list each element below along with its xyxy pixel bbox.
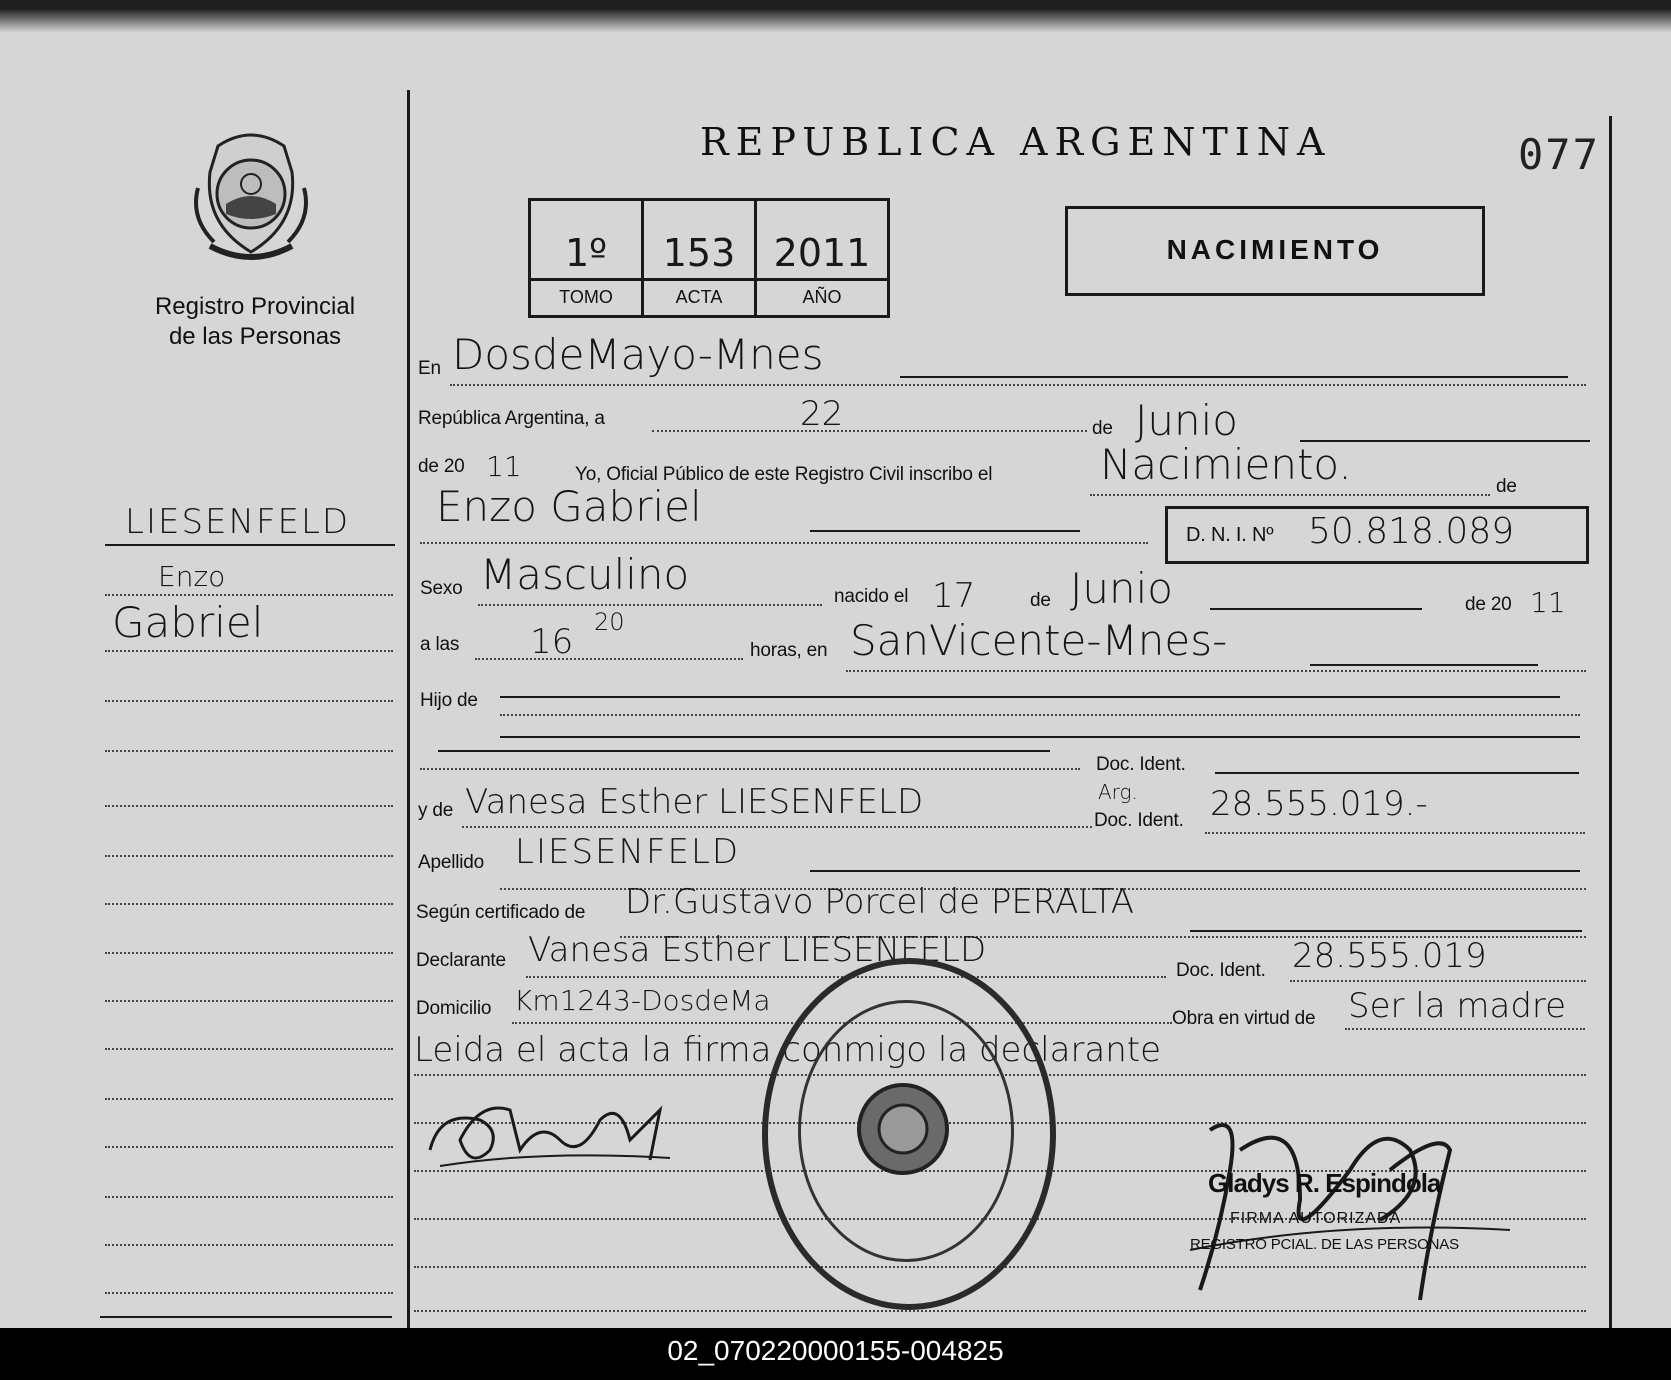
margin-bottom-rule — [100, 1316, 392, 1318]
margin-line — [105, 952, 393, 954]
margin-line — [105, 1292, 393, 1294]
anio-label: AÑO — [757, 278, 887, 315]
birth-day: 17 — [932, 576, 976, 616]
declarante-label: Declarante — [416, 950, 506, 971]
margin-line — [105, 1244, 393, 1246]
margin-line — [105, 805, 393, 807]
birth-year: 11 — [1530, 586, 1566, 619]
en-label: En — [418, 358, 441, 379]
margin-underline — [105, 544, 395, 546]
father-line — [438, 750, 1050, 752]
tomo-label: TOMO — [531, 278, 641, 315]
mother-doc-label: Doc. Ident. — [1094, 810, 1184, 831]
father-doc-line — [1215, 772, 1579, 774]
place-value: SanVicente-Mnes- — [850, 616, 1228, 665]
birth-de20-label: de 20 — [1465, 594, 1512, 615]
image-id-footer: 02_070220000155-004825 — [0, 1328, 1671, 1380]
margin-line — [105, 650, 393, 652]
tomo-value: 1º — [564, 231, 608, 275]
apellido-label: Apellido — [418, 852, 485, 873]
acto-dots — [1090, 494, 1490, 496]
country-title: REPUBLICA ARGENTINA — [700, 120, 1332, 164]
official-role: FIRMA AUTORIZADA — [1230, 1210, 1402, 1227]
margin-line — [105, 1098, 393, 1100]
obra-dots — [1345, 1028, 1585, 1030]
sexo-label: Sexo — [420, 578, 463, 599]
official-name: Gladys R. Espindola — [1208, 1168, 1441, 1198]
tomo-cell — [531, 201, 644, 315]
place-line — [1310, 664, 1538, 666]
acto-de-label: de — [1496, 476, 1517, 497]
registry-name-line1: Registro Provincial — [154, 293, 356, 320]
alas-label: a las — [420, 634, 460, 655]
margin-line — [105, 903, 393, 905]
margin-line — [105, 1048, 393, 1050]
margin-line — [105, 855, 393, 857]
hijo-label: Hijo de — [420, 690, 478, 711]
dni-label: D. N. I. Nº — [1186, 524, 1274, 546]
child-name: Enzo Gabriel — [436, 482, 702, 531]
margin-divider — [407, 90, 410, 1340]
right-border — [1609, 116, 1612, 1340]
acta-cell — [644, 201, 757, 315]
mother-arg: Arg. — [1098, 780, 1138, 804]
mother-dots — [462, 826, 1092, 828]
father-doc-label: Doc. Ident. — [1096, 754, 1186, 775]
stamp-emblem-icon — [848, 1074, 958, 1184]
page-edge-shadow — [0, 10, 1671, 32]
register-box — [528, 198, 890, 318]
sexo-dots — [478, 604, 822, 606]
domicilio-value: Km1243-DosdeMa — [514, 984, 771, 1017]
mother-doc: 28.555.019.- — [1210, 784, 1428, 824]
month-de-label: de — [1092, 418, 1113, 439]
official-office: REGISTRO PCIAL. DE LAS PERSONAS — [1190, 1236, 1459, 1253]
place-dots — [846, 670, 1586, 672]
certificado-line — [1190, 930, 1582, 932]
hijo-line — [500, 696, 1560, 698]
en-dots — [450, 384, 1586, 386]
margin-line — [105, 1196, 393, 1198]
anio-value: 2011 — [773, 231, 871, 275]
margin-line — [105, 700, 393, 702]
birth-month: Junio — [1070, 564, 1173, 613]
domicilio-label: Domicilio — [416, 998, 492, 1019]
day-dots — [652, 430, 1087, 432]
margin-line — [105, 1146, 393, 1148]
year-value: 11 — [486, 450, 522, 483]
mother-value: Vanesa Esther LIESENFELD — [465, 782, 924, 822]
registry-name — [120, 292, 390, 352]
mother-doc-dots — [1205, 832, 1585, 834]
blank-line — [414, 1310, 1586, 1312]
yde-label: y de — [418, 800, 454, 821]
document-page — [0, 10, 1671, 1328]
provincial-emblem-icon — [188, 128, 314, 266]
hijo-dots — [500, 714, 1580, 716]
en-line — [900, 376, 1568, 378]
margin-surname: LIESENFELD — [125, 502, 351, 542]
republica-label: República Argentina, a — [418, 408, 605, 429]
segun-label: Según certificado de — [416, 902, 586, 923]
father-dots — [420, 768, 1080, 770]
declarante-doc-dots — [1290, 980, 1586, 982]
registry-name-line2: de las Personas — [168, 323, 342, 350]
record-type-box: NACIMIENTO — [1065, 206, 1485, 296]
obra-label: Obra en virtud de — [1172, 1008, 1316, 1029]
margin-line — [105, 1000, 393, 1002]
oficial-label: Yo, Oficial Público de este Registro Civil inscribo el — [575, 464, 993, 485]
certificado-value: Dr.Gustavo Porcel de PERALTA — [625, 882, 1134, 922]
child-name-dots — [420, 542, 1148, 544]
dni-box — [1165, 506, 1589, 564]
margin-name2: Gabriel — [112, 598, 264, 647]
day-value: 22 — [800, 394, 844, 434]
month-value: Junio — [1135, 396, 1238, 445]
hijo-line2 — [500, 736, 1580, 738]
dni-value: 50.818.089 — [1308, 511, 1515, 552]
acto-value: Nacimiento. — [1100, 440, 1352, 489]
sheet-number: 077 — [1518, 130, 1600, 179]
minutos-value: 20 — [594, 608, 625, 636]
margin-line — [105, 750, 393, 752]
horas-label: horas, en — [750, 640, 828, 661]
acta-label: ACTA — [644, 278, 754, 315]
apellido-line — [810, 870, 1580, 872]
acta-value: 153 — [662, 231, 736, 275]
birth-de-label: de — [1030, 590, 1051, 611]
de20-label: de 20 — [418, 456, 465, 477]
leida-value: Leida el acta la firma conmigo la declarante — [414, 1030, 1162, 1070]
declarante-value: Vanesa Esther LIESENFELD — [528, 930, 987, 970]
hora-dots — [475, 658, 743, 660]
margin-line — [105, 594, 393, 596]
anio-cell — [757, 201, 887, 315]
official-stamp — [762, 958, 1056, 1310]
birth-month-line — [1210, 608, 1422, 610]
obra-value: Ser la madre — [1348, 986, 1567, 1026]
declarante-doc-label: Doc. Ident. — [1176, 960, 1266, 981]
sexo-value: Masculino — [480, 550, 690, 599]
apellido-value: LIESENFELD — [515, 832, 741, 872]
margin-name1: Enzo — [158, 560, 226, 593]
declarante-doc: 28.555.019 — [1292, 936, 1487, 976]
declarant-signature — [420, 1080, 680, 1180]
en-value: DosdeMayo-Mnes — [452, 330, 824, 379]
child-name-line — [810, 530, 1080, 532]
hora-value: 16 — [530, 622, 574, 662]
nacido-label: nacido el — [834, 586, 909, 607]
